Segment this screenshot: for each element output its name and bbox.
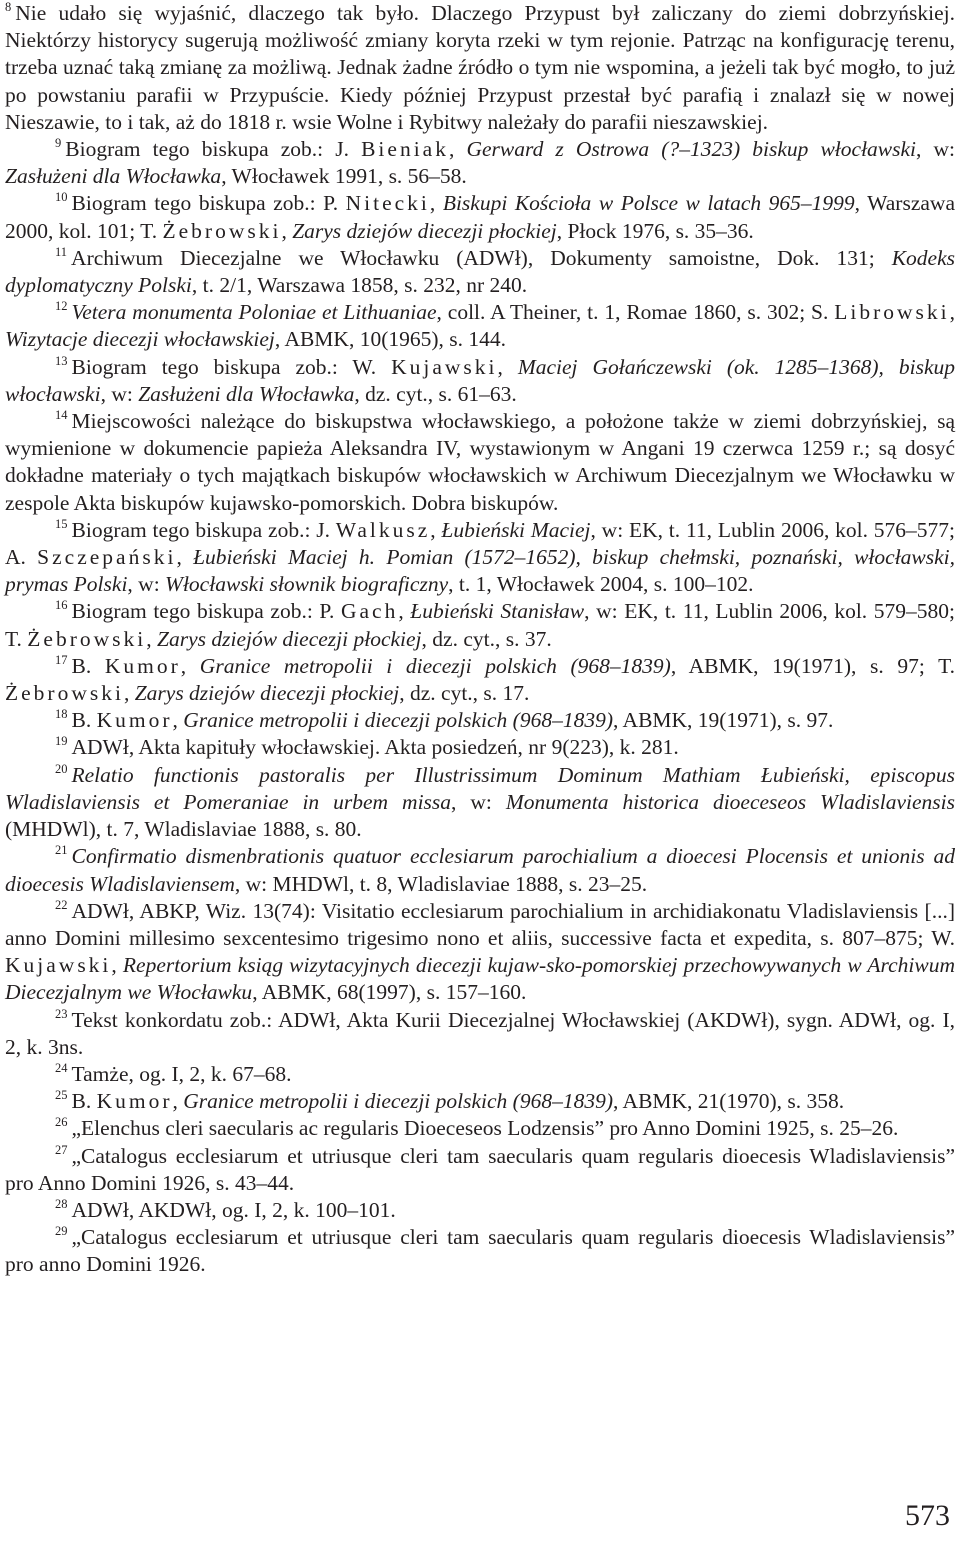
footnote-25	[5, 1088, 955, 1115]
footnote-18	[5, 707, 955, 734]
footnote-text: , w: MHDWl, t. 8, Wladislaviae 1888, s. 23–25.	[234, 871, 648, 896]
footnote-19	[5, 734, 955, 761]
footnote-author: Kumor	[96, 1089, 173, 1114]
footnote-text: , w:	[916, 137, 956, 162]
footnote-11	[5, 245, 955, 299]
footnote-text: ,	[430, 517, 442, 542]
footnote-title: Zarys dziejów diecezji płockiej	[292, 218, 557, 243]
footnote-text: , ABMK, 19(1971), s. 97; T.	[670, 653, 956, 678]
footnote-12	[5, 299, 955, 353]
footnote-text: ,	[176, 545, 194, 570]
footnote-text: „Catalogus ecclesiarum et utriusque cleri tam saecularis quam regularis dioecesis Wladislaviensis” pro Anno Domini 1926, s. 43–44.	[5, 1143, 955, 1195]
footnote-text: ,	[146, 626, 157, 651]
footnote-title: Łubieński Maciej h. Pomian (1572–1652), biskup chełmski, poznański, włocławski, prymas Polski	[5, 545, 956, 597]
footnote-title: Granice metropolii i diecezji polskich (968–1839)	[183, 708, 613, 733]
footnote-text: , Warszawa 2000, kol. 101; T.	[5, 191, 955, 243]
footnote-29	[5, 1224, 955, 1278]
footnote-text: „Catalogus ecclesiarum et utriusque cleri tam saecularis quam regularis dioecesis Wladislaviensis” pro anno Domini 1926.	[5, 1225, 955, 1277]
footnote-author: Nitecki	[345, 191, 430, 216]
footnote-title: Confirmatio dismenbrationis quatuor ecclesiarum parochialium a dioecesi Plocensis et unionis ad dioecesis Wladislaviensem	[5, 844, 955, 896]
footnote-title: Łubieński Maciej	[441, 517, 591, 542]
footnote-number: 18	[55, 707, 68, 722]
footnote-24	[5, 1061, 955, 1088]
footnote-16	[5, 598, 955, 652]
footnote-26	[5, 1115, 955, 1142]
footnote-text: Biogram tego biskupa zob.: J.	[71, 517, 336, 542]
footnote-text: ,	[111, 953, 123, 978]
footnote-author: Kumor	[104, 653, 181, 678]
footnote-number: 26	[55, 1115, 68, 1130]
footnote-text: , w:	[100, 381, 139, 406]
footnote-text: , dz. cyt., s. 17.	[399, 681, 530, 706]
footnote-title: Włocławski słownik biograficzny	[165, 572, 449, 597]
footnote-text: B.	[71, 1089, 97, 1114]
footnote-title: Wizytacje diecezji włocławskiej	[5, 327, 275, 352]
footnote-text: , Włocławek 1991, s. 56–58.	[221, 164, 467, 189]
footnote-title: Repertorium ksiąg wizytacyjnych diecezji kujaw-sko-pomorskiej przechowywanych w Archiwum Diecezjalnym we Włocławku	[5, 953, 956, 1005]
footnote-text: B.	[71, 708, 97, 733]
footnote-17	[5, 653, 955, 707]
footnote-text: Biogram tego biskupa zob.: P.	[71, 191, 346, 216]
footnote-author: Librowski	[834, 300, 950, 325]
footnote-text: , ABMK, 19(1971), s. 97.	[612, 708, 834, 733]
footnote-text: , w: EK, t. 11, Lublin 2006, kol. 579–580; T.	[5, 599, 955, 651]
footnote-title: Kodeks dyplomatyczny Polski	[5, 245, 955, 298]
footnote-number: 22	[55, 897, 68, 912]
footnote-author: Kujawski	[391, 354, 498, 379]
footnote-text: ,	[429, 191, 443, 216]
footnote-author: Żebrowski	[162, 218, 282, 243]
footnote-text: Biogram tego biskupa zob.: P.	[71, 599, 341, 624]
footnote-text: B.	[71, 653, 105, 678]
footnote-text: , coll. A Theiner, t. 1, Romae 1860, s. 302; S.	[436, 300, 835, 325]
footnote-22	[5, 898, 955, 1007]
footnote-author: Żebrowski	[5, 681, 124, 706]
footnote-text: , t. 1, Włocławek 2004, s. 100–102.	[448, 572, 754, 597]
footnote-text: Nie udało się wyjaśnić, dlaczego tak było. Dlaczego Przypust był zaliczany do ziemi dobrzyńskiej. Niektórzy historycy sugerują możliwość zmiany koryta rzeki w tym rejonie. Patrząc na konfigurację terenu, trzeba uznać taką zmianę za możliwą. Jednak żadne źródło o tym nie wspomina, a jeżeli tak być mogło, to już po powstaniu parafii w Przypuście. Kiedy później Przypust przestał być parafią i znalazł się w nowej Nieszawie, to i tak, aż do 1818 r. wsie Wolne i Rybitwy należały do parafii nieszawskiej.	[5, 1, 955, 134]
footnote-text: ADWł, AKDWł, og. I, 2, k. 100–101.	[71, 1197, 396, 1222]
footnote-title: Monumenta historica dioeceseos Wladislaviensis	[505, 789, 955, 814]
footnote-text: ,	[123, 681, 135, 706]
footnote-title: Gerward z Ostrowa (?–1323) biskup włocławski	[466, 137, 917, 162]
footnote-text: Miejscowości należące do biskupstwa włocławskiego, a położone także w ziemi dobrzyńskiej, są wymienione w dokumencie papieża Aleksandra IV, wystawionym w Angani 19 czerwca 1259 r.; są dosyć dokładne materiały o tych majątkach biskupów włocławskich w Archiwum Diecezjalnym we Włocławku w zespole Akta biskupów kujawsko-pomorskich. Dobra biskupów.	[5, 409, 955, 515]
footnote-author: Gach	[340, 599, 399, 624]
footnote-8	[5, 0, 955, 136]
footnote-text: , ABMK, 68(1997), s. 157–160.	[252, 980, 527, 1005]
footnote-text: ,	[448, 137, 467, 162]
footnote-text: , Płock 1976, s. 35–36.	[556, 218, 754, 243]
footnote-title: Zasłużeni dla Włocławka	[138, 381, 355, 406]
footnote-text: , ABMK, 21(1970), s. 358.	[612, 1089, 845, 1114]
footnote-author: Żebrowski	[27, 626, 147, 651]
footnote-text: , t. 2/1, Warszawa 1858, s. 232, nr 240.	[191, 273, 528, 298]
footnote-number: 14	[55, 408, 68, 423]
footnotes-list	[5, 0, 955, 1279]
footnote-text: ,	[180, 653, 200, 678]
footnote-number: 16	[55, 598, 68, 613]
footnote-number: 10	[55, 190, 68, 205]
footnote-text: Archiwum Diecezjalne we Włocławku (ADWł), Dokumenty samoistne, Dok. 131;	[71, 245, 892, 270]
footnote-text: (MHDWl), t. 7, Wladislaviae 1888, s. 80.	[5, 817, 362, 842]
footnote-number: 21	[55, 843, 68, 858]
footnote-author: Szczepański	[37, 545, 177, 570]
footnote-number: 27	[55, 1142, 68, 1157]
footnote-text: , w:	[451, 789, 506, 814]
footnote-author: Kumor	[96, 708, 173, 733]
footnote-28	[5, 1197, 955, 1224]
footnote-text: ,	[497, 354, 518, 379]
footnote-text: Biogram tego biskupa zob.: W.	[71, 354, 392, 379]
footnote-text: Tekst konkordatu zob.: ADWł, Akta Kurii Diecezjalnej Włocławskiej (AKDWł), sygn. ADWł, og. I, 2, k. 3ns.	[5, 1007, 955, 1059]
footnote-title: Maciej Gołańczewski (ok. 1285–1368), biskup włocławski	[5, 354, 955, 406]
footnote-title: Zarys dziejów diecezji płockiej	[157, 626, 422, 651]
footnote-author: Walkusz	[335, 517, 431, 542]
footnote-text: , ABMK, 10(1965), s. 144.	[274, 327, 507, 352]
footnote-number: 29	[55, 1224, 68, 1239]
footnote-text: ,	[398, 599, 411, 624]
footnote-21	[5, 843, 955, 897]
footnote-number: 25	[55, 1088, 68, 1103]
footnote-9	[5, 136, 955, 190]
footnote-15	[5, 517, 955, 599]
footnote-text: ,	[172, 708, 184, 733]
footnote-number: 20	[55, 761, 68, 776]
footnote-number: 12	[55, 299, 68, 314]
footnote-author: Kujawski	[5, 953, 112, 978]
footnote-text: , w:	[127, 572, 166, 597]
footnote-title: Łubieński Stanisław	[410, 599, 585, 624]
footnote-title: Zarys dziejów diecezji płockiej	[134, 681, 400, 706]
footnote-text: Biogram tego biskupa zob.: J.	[65, 137, 362, 162]
footnote-number: 17	[55, 652, 68, 667]
footnote-text: „Elenchus cleri saecularis ac regularis Dioeceseos Lodzensis” pro Anno Domini 1925, s. 25–26.	[71, 1116, 899, 1141]
footnote-23	[5, 1007, 955, 1061]
footnote-text: ADWł, Akta kapituły włocławskiej. Akta posiedzeń, nr 9(223), k. 281.	[71, 735, 679, 760]
footnote-number: 8	[5, 0, 12, 14]
footnote-text: ADWł, ABKP, Wiz. 13(74): Visitatio ecclesiarum parochialium in archidiakonatu Vladislaviensis [...] anno Domini millesimo sexcentesimo trigesimo nono et aliis, successive facta et expedita, s. 807–875; W.	[5, 898, 955, 950]
footnote-10	[5, 190, 955, 244]
footnote-number: 24	[55, 1060, 68, 1075]
footnote-27	[5, 1143, 955, 1197]
footnote-author: Bieniak	[361, 137, 449, 162]
footnote-text: ,	[281, 218, 293, 243]
footnote-title: Granice metropolii i diecezji polskich (968–1839)	[183, 1089, 613, 1114]
footnote-text: , w: EK, t. 11, Lublin 2006, kol. 576–577; A.	[5, 517, 955, 570]
footnote-number: 11	[55, 244, 68, 259]
page-number: 573	[905, 1499, 950, 1532]
footnote-number: 19	[55, 734, 68, 749]
footnote-number: 9	[55, 136, 62, 151]
footnote-number: 15	[55, 516, 68, 531]
footnote-13	[5, 354, 955, 408]
footnote-number: 13	[55, 353, 68, 368]
footnote-text: , dz. cyt., s. 37.	[421, 626, 552, 651]
footnote-title: Biskupi Kościoła w Polsce w latach 965–1999	[442, 191, 855, 216]
footnote-title: Vetera monumenta Poloniae et Lithuaniae	[71, 300, 437, 325]
footnote-14	[5, 408, 955, 517]
footnote-text: ,	[172, 1089, 184, 1114]
footnote-text: Tamże, og. I, 2, k. 67–68.	[71, 1061, 292, 1086]
footnote-title: Relatio functionis pastoralis per Illustrissimum Dominum Mathiam Łubieński, episcopus Wladislaviensis et Pomeraniae in urbem missa	[5, 762, 955, 814]
footnote-title: Granice metropolii i diecezji polskich (968–1839)	[199, 653, 671, 678]
footnote-text: ,	[949, 300, 955, 325]
footnote-title: Zasłużeni dla Włocławka	[5, 164, 222, 189]
footnote-text: , dz. cyt., s. 61–63.	[354, 381, 517, 406]
footnote-number: 23	[55, 1006, 68, 1021]
footnote-20	[5, 762, 955, 844]
footnote-number: 28	[55, 1196, 68, 1211]
